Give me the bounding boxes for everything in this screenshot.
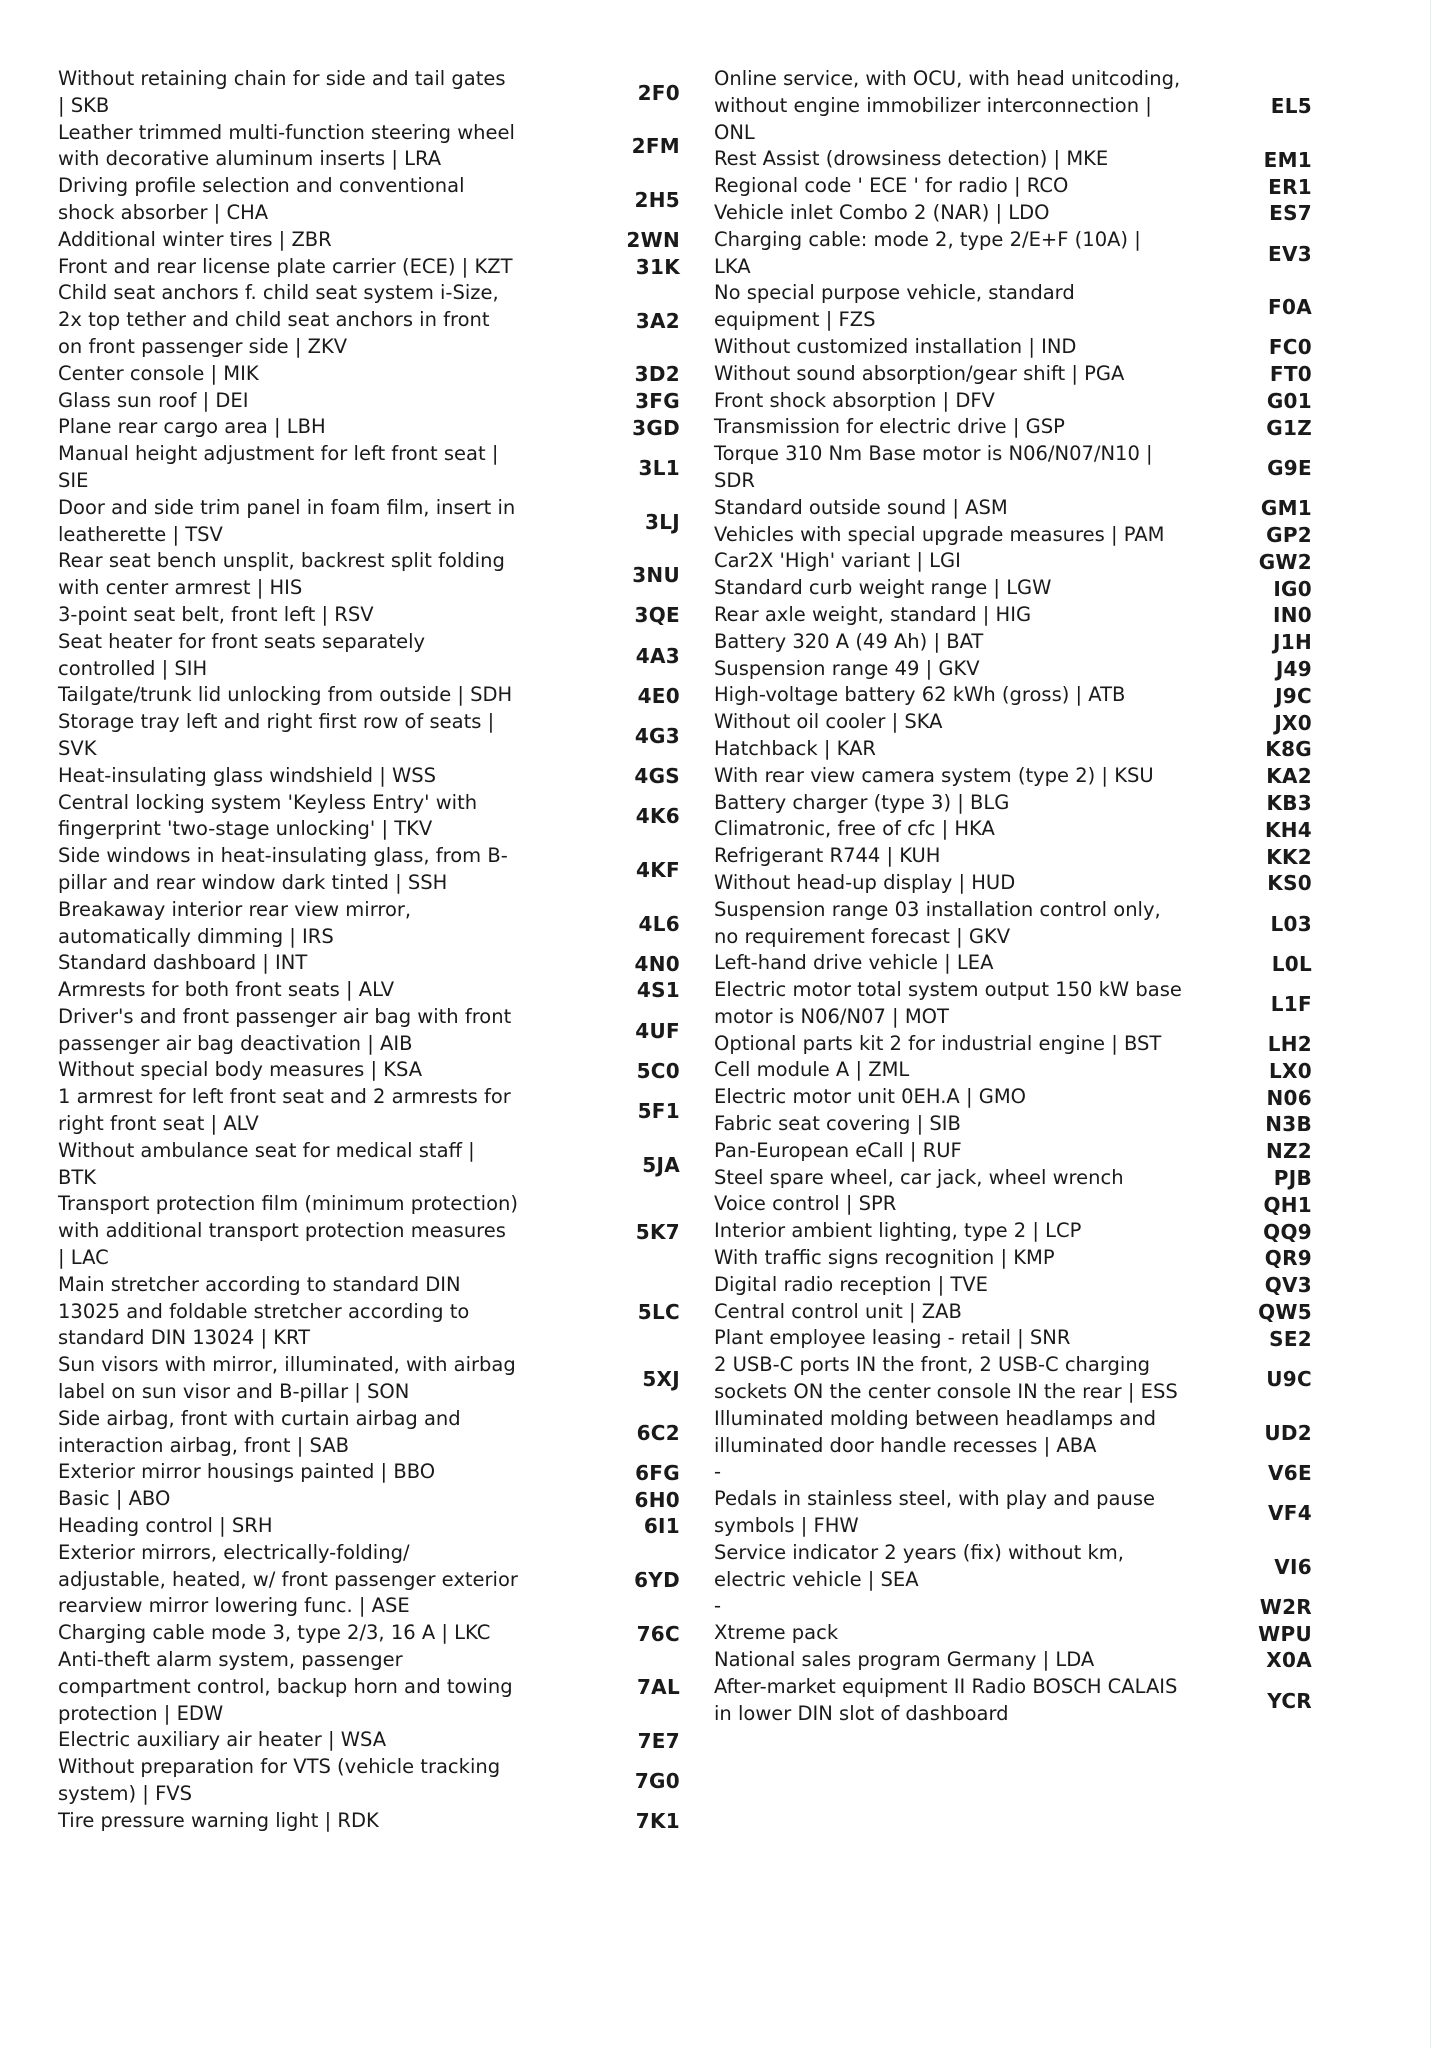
option-description: Standard dashboard | INT <box>58 951 308 975</box>
option-description: Storage tray left and right first row of seats | SVK <box>58 710 495 760</box>
option-row <box>58 1808 698 1835</box>
option-code: ES7 <box>1269 201 1312 226</box>
option-description: - <box>714 1460 722 1484</box>
option-code: 5LC <box>637 1300 680 1325</box>
option-description: Pedals in stainless steel, with play and pause symbols | FHW <box>714 1487 1155 1538</box>
option-row <box>714 334 1354 361</box>
option-row <box>58 254 698 281</box>
option-code: KK2 <box>1266 844 1312 869</box>
option-row <box>58 414 698 441</box>
option-row <box>714 1165 1354 1192</box>
option-row <box>714 1031 1354 1058</box>
option-code: 2WN <box>626 228 680 253</box>
option-description: Manual height adjustment for left front seat | SIE <box>58 442 499 492</box>
option-code: N06 <box>1266 1085 1312 1110</box>
option-code: NZ2 <box>1265 1139 1312 1164</box>
option-description: Xtreme pack <box>714 1621 839 1645</box>
option-description: Optional parts kit 2 for industrial engine | BST <box>714 1031 1162 1055</box>
option-code: N3B <box>1265 1112 1312 1137</box>
option-row <box>714 1620 1354 1647</box>
option-row <box>714 1406 1354 1460</box>
option-description: High-voltage battery 62 kWh (gross) | ATB <box>714 683 1126 707</box>
option-row <box>714 763 1354 790</box>
option-code: L03 <box>1270 911 1312 936</box>
option-description: 3-point seat belt, front left | RSV <box>58 602 374 626</box>
option-row <box>58 1272 698 1352</box>
option-description: Interior ambient lighting, type 2 | LCP <box>714 1219 1082 1243</box>
option-row <box>714 1593 1354 1620</box>
option-description: Additional winter tires | ZBR <box>58 227 332 251</box>
option-row <box>714 843 1354 870</box>
option-code: 76C <box>636 1621 680 1646</box>
option-description: Armrests for both front seats | ALV <box>58 978 395 1002</box>
option-code: QV3 <box>1264 1273 1312 1298</box>
option-description: Sun visors with mirror, illuminated, with airbag label on sun visor and B-pillar | SON <box>58 1353 516 1404</box>
option-code: 4K6 <box>635 804 680 829</box>
option-description: Basic | ABO <box>58 1487 171 1511</box>
option-row <box>58 495 698 549</box>
option-row <box>58 1057 698 1084</box>
option-description: Transport protection film (minimum protection) with additional transport protection measures | LAC <box>58 1192 518 1270</box>
option-description: Without customized installation | IND <box>714 334 1077 358</box>
option-code: 3QE <box>634 603 680 628</box>
option-code: 6YD <box>634 1568 680 1593</box>
option-code: QR9 <box>1264 1246 1312 1271</box>
option-code: 4N0 <box>634 951 680 976</box>
option-code: GM1 <box>1260 496 1312 521</box>
option-code: 7G0 <box>634 1769 680 1793</box>
option-row <box>58 548 698 602</box>
option-description: Without sound absorption/gear shift | PGA <box>714 361 1125 385</box>
option-row <box>714 790 1354 817</box>
option-description: Without retaining chain for side and tail gates | SKB <box>58 67 506 117</box>
option-code: KA2 <box>1266 764 1312 789</box>
option-description: Without head-up display | HUD <box>714 870 1016 894</box>
option-row <box>58 66 698 120</box>
option-code: 3FG <box>635 388 680 413</box>
option-description: Without oil cooler | SKA <box>714 710 943 734</box>
option-code: 5XJ <box>642 1367 680 1392</box>
option-description: Cell module A | ZML <box>714 1058 910 1082</box>
option-description: Climatronic, free of cfc | HKA <box>714 817 995 841</box>
option-code: FT0 <box>1269 362 1312 387</box>
option-code: 2F0 <box>637 80 680 105</box>
option-code: YCR <box>1267 1688 1312 1713</box>
option-row <box>714 66 1354 146</box>
option-code: U9C <box>1266 1367 1312 1392</box>
option-code: LH2 <box>1267 1032 1312 1057</box>
option-description: Central locking system 'Keyless Entry' with fingerprint 'two-stage unlocking' | TKV <box>58 790 478 841</box>
option-code: 6I1 <box>643 1514 680 1539</box>
option-description: Electric motor unit 0EH.A | GMO <box>714 1085 1026 1109</box>
option-row <box>714 629 1354 656</box>
option-code: 3LJ <box>644 509 680 534</box>
option-row <box>714 414 1354 441</box>
option-description: Service indicator 2 years (fix) without km, electric vehicle | SEA <box>714 1540 1124 1591</box>
option-row <box>714 1218 1354 1245</box>
option-code: 3NU <box>632 563 680 588</box>
option-row <box>714 816 1354 843</box>
option-code: J9C <box>1275 683 1312 708</box>
option-code: VI6 <box>1274 1554 1312 1579</box>
option-description: Regional code ' ECE ' for radio | RCO <box>714 174 1069 198</box>
option-row <box>58 1352 698 1406</box>
option-description: Hatchback | KAR <box>714 736 876 760</box>
option-row <box>714 870 1354 897</box>
option-row <box>58 682 698 709</box>
option-code: 4S1 <box>636 978 680 1003</box>
option-description: Front and rear license plate carrier (ECE) | KZT <box>58 254 513 278</box>
option-code: 5K7 <box>635 1219 680 1244</box>
option-code: 2H5 <box>634 187 680 212</box>
option-description: Transmission for electric drive | GSP <box>714 415 1065 439</box>
option-description: With traffic signs recognition | KMP <box>714 1246 1055 1270</box>
option-row <box>714 1486 1354 1540</box>
option-row <box>58 1004 698 1058</box>
option-description: With rear view camera system (type 2) | KSU <box>714 763 1154 787</box>
option-row <box>58 897 698 951</box>
option-description: Fabric seat covering | SIB <box>714 1112 961 1136</box>
option-row <box>714 1245 1354 1272</box>
option-row <box>714 495 1354 522</box>
option-row <box>58 1191 698 1271</box>
option-row <box>714 1647 1354 1674</box>
option-description: Exterior mirror housings painted | BBO <box>58 1460 436 1484</box>
option-row <box>714 1272 1354 1299</box>
option-code: 31K <box>635 254 680 279</box>
option-code: 4G3 <box>634 723 680 748</box>
option-row <box>58 388 698 415</box>
option-row <box>714 1325 1354 1352</box>
option-code: FC0 <box>1268 335 1312 360</box>
option-description: Rear seat bench unsplit, backrest split folding with center armrest | HIS <box>58 549 505 600</box>
option-code: J49 <box>1275 656 1312 681</box>
option-description: Refrigerant R744 | KUH <box>714 844 941 868</box>
option-description: Heat-insulating glass windshield | WSS <box>58 763 437 787</box>
option-row <box>714 1057 1354 1084</box>
option-description: Front shock absorption | DFV <box>714 388 995 412</box>
option-row <box>58 120 698 174</box>
option-description: Vehicle inlet Combo 2 (NAR) | LDO <box>714 200 1050 224</box>
option-description: Seat heater for front seats separately controlled | SIH <box>58 629 426 680</box>
option-code: WPU <box>1258 1621 1312 1646</box>
option-row <box>714 1352 1354 1406</box>
option-code: SE2 <box>1269 1326 1312 1351</box>
option-row <box>714 146 1354 173</box>
option-code: 6FG <box>635 1460 680 1485</box>
option-code: 4GS <box>634 764 680 789</box>
option-code: 5F1 <box>637 1099 680 1124</box>
option-row <box>58 1138 698 1192</box>
option-row <box>58 1513 698 1540</box>
option-description: Without ambulance seat for medical staff | BTK <box>58 1138 475 1189</box>
option-row <box>714 1540 1354 1594</box>
option-row <box>714 575 1354 602</box>
option-code: 4UF <box>635 1018 680 1043</box>
option-row <box>714 977 1354 1031</box>
option-description: Plant employee leasing - retail | SNR <box>714 1326 1071 1350</box>
option-code: VF4 <box>1268 1501 1312 1526</box>
option-description: Car2X 'High' variant | LGI <box>714 549 961 573</box>
option-code: L1F <box>1270 991 1312 1016</box>
option-description: Door and side trim panel in foam film, insert in leatherette | TSV <box>58 495 516 546</box>
option-row <box>58 950 698 977</box>
option-code: 3L1 <box>638 455 680 480</box>
option-description: Suspension range 49 | GKV <box>714 656 980 680</box>
option-row <box>714 736 1354 763</box>
option-description: Pan-European eCall | RUF <box>714 1138 962 1162</box>
option-description: Leather trimmed multi-function steering wheel with decorative aluminum inserts | LRA <box>58 120 515 171</box>
option-row <box>714 1674 1354 1728</box>
option-description: Charging cable: mode 2, type 2/E+F (10A) | LKA <box>714 227 1141 278</box>
option-code: QW5 <box>1258 1300 1312 1325</box>
option-code: 4L6 <box>638 911 680 936</box>
option-description: Side airbag, front with curtain airbag and interaction airbag, front | SAB <box>58 1406 461 1457</box>
option-code: W2R <box>1259 1594 1312 1619</box>
option-row <box>58 763 698 790</box>
option-row <box>714 602 1354 629</box>
option-description: No special purpose vehicle, standard equipment | FZS <box>714 281 1075 332</box>
option-description: 1 armrest for left front seat and 2 armrests for right front seat | ALV <box>58 1085 511 1136</box>
option-row <box>714 950 1354 977</box>
option-code: ER1 <box>1268 174 1312 199</box>
option-row <box>714 200 1354 227</box>
option-code: EV3 <box>1268 241 1312 266</box>
option-description: Electric auxiliary air heater | WSA <box>58 1728 387 1752</box>
option-description: Exterior mirrors, electrically-folding/ adjustable, heated, w/ front passenger exterior rearview mirror lowering func. | ASE <box>58 1540 518 1618</box>
option-code: 3A2 <box>635 308 680 333</box>
option-description: Tailgate/trunk lid unlocking from outside | SDH <box>58 683 513 707</box>
option-code: PJB <box>1273 1166 1312 1191</box>
option-code: KH4 <box>1264 817 1312 842</box>
option-description: Main stretcher according to standard DIN 13025 and foldable stretcher according to standard DIN 13024 | KRT <box>58 1272 470 1350</box>
option-description: Driver's and front passenger air bag with front passenger air bag deactivation | AIB <box>58 1004 512 1055</box>
option-description: Without special body measures | KSA <box>58 1058 423 1082</box>
option-description: Side windows in heat-insulating glass, from B-pillar and rear window dark tinted | SSH <box>58 844 508 894</box>
option-description: Battery 320 A (49 Ah) | BAT <box>714 629 984 653</box>
option-row <box>58 1647 698 1727</box>
option-row <box>714 1084 1354 1111</box>
right-column <box>714 66 1354 1727</box>
option-code: 4A3 <box>635 643 680 668</box>
option-code: IN0 <box>1273 603 1312 628</box>
option-description: After-market equipment II Radio BOSCH CALAIS in lower DIN slot of dashboard <box>714 1674 1178 1725</box>
option-code: K8G <box>1265 737 1312 762</box>
option-row <box>714 656 1354 683</box>
option-row <box>714 361 1354 388</box>
option-code: QH1 <box>1263 1192 1312 1217</box>
option-code: F0A <box>1268 295 1312 320</box>
option-description: Electric motor total system output 150 kW base motor is N06/N07 | MOT <box>714 978 1182 1028</box>
option-code: UD2 <box>1264 1420 1312 1445</box>
option-row <box>714 441 1354 495</box>
option-code: X0A <box>1266 1648 1312 1673</box>
option-code: G1Z <box>1266 415 1312 440</box>
option-code: G01 <box>1266 388 1312 413</box>
option-row <box>58 1459 698 1486</box>
option-row <box>714 280 1354 334</box>
option-code: 2FM <box>631 134 680 159</box>
scan-edge-line <box>1430 0 1431 2048</box>
left-column <box>58 66 698 1835</box>
option-description: Without preparation for VTS (vehicle tracking system) | FVS <box>58 1755 501 1805</box>
option-description: Tire pressure warning light | RDK <box>58 1808 379 1832</box>
option-row <box>714 227 1354 281</box>
option-row <box>714 1191 1354 1218</box>
option-row <box>714 709 1354 736</box>
option-row <box>714 522 1354 549</box>
option-row <box>714 897 1354 951</box>
option-code: IG0 <box>1273 576 1312 601</box>
option-description: 2 USB-C ports IN the front, 2 USB-C charging sockets ON the center console IN the rear | ESS <box>714 1353 1178 1404</box>
option-description: Rear axle weight, standard | HIG <box>714 602 1032 626</box>
option-code: 5C0 <box>636 1058 680 1083</box>
option-description: Online service, with OCU, with head unitcoding, without engine immobilizer interconnection | ONL <box>714 67 1181 144</box>
option-description: Voice control | SPR <box>714 1192 897 1216</box>
option-description: Rest Assist (drowsiness detection) | MKE <box>714 147 1109 171</box>
option-code: G9E <box>1267 455 1312 480</box>
option-description: Central control unit | ZAB <box>714 1299 962 1323</box>
option-row <box>58 173 698 227</box>
option-row <box>58 280 698 360</box>
option-description: Standard curb weight range | LGW <box>714 576 1052 600</box>
option-row <box>714 1459 1354 1486</box>
option-row <box>58 361 698 388</box>
option-code: 7AL <box>636 1675 680 1700</box>
option-row <box>58 602 698 629</box>
option-code: V6E <box>1268 1460 1312 1485</box>
option-description: Child seat anchors f. child seat system i-Size, 2x top tether and child seat anchors in front on front passenger side | ZKV <box>58 281 499 358</box>
option-code: QQ9 <box>1263 1219 1312 1244</box>
option-description: Suspension range 03 installation control only, no requirement forecast | GKV <box>714 897 1161 948</box>
option-row <box>58 790 698 844</box>
option-row <box>58 1540 698 1620</box>
option-row <box>58 843 698 897</box>
option-description: Plane rear cargo area | LBH <box>58 415 326 439</box>
option-code: JX0 <box>1274 710 1312 735</box>
option-description: Vehicles with special upgrade measures | PAM <box>714 522 1165 546</box>
option-code: KS0 <box>1267 871 1312 896</box>
option-code: KB3 <box>1266 790 1312 815</box>
option-code: 5JA <box>642 1152 680 1177</box>
option-code: EL5 <box>1270 94 1312 119</box>
option-code: 3D2 <box>634 362 680 387</box>
option-row <box>58 441 698 495</box>
option-row <box>714 173 1354 200</box>
option-row <box>58 1406 698 1460</box>
option-description: Anti-theft alarm system, passenger compartment control, backup horn and towing protection | EDW <box>58 1648 513 1725</box>
option-row <box>714 1111 1354 1138</box>
option-row <box>58 227 698 254</box>
option-description: Heading control | SRH <box>58 1514 273 1538</box>
option-row <box>58 1084 698 1138</box>
option-row <box>58 977 698 1004</box>
option-row <box>58 1486 698 1513</box>
option-code: EM1 <box>1263 147 1312 172</box>
option-row <box>58 1754 698 1808</box>
option-code: 6C2 <box>636 1420 680 1445</box>
option-description: Digital radio reception | TVE <box>714 1272 988 1296</box>
option-row <box>714 548 1354 575</box>
option-code: L0L <box>1271 951 1312 976</box>
option-row <box>714 682 1354 709</box>
option-description: Glass sun roof | DEI <box>58 388 249 412</box>
option-description: National sales program Germany | LDA <box>714 1648 1095 1672</box>
option-row <box>58 1727 698 1754</box>
option-description: Illuminated molding between headlamps and illuminated door handle recesses | ABA <box>714 1406 1156 1457</box>
option-description: Left-hand drive vehicle | LEA <box>714 951 994 975</box>
option-description: - <box>714 1594 722 1618</box>
option-description: Charging cable mode 3, type 2/3, 16 A | LKC <box>58 1621 491 1645</box>
option-code: GW2 <box>1258 549 1312 574</box>
option-row <box>714 1299 1354 1326</box>
option-code: 4KF <box>636 857 680 882</box>
option-description: Driving profile selection and conventional shock absorber | CHA <box>58 174 465 224</box>
option-row <box>714 388 1354 415</box>
option-code: 7E7 <box>637 1728 680 1753</box>
option-row <box>714 1138 1354 1165</box>
option-description: Battery charger (type 3) | BLG <box>714 790 1010 814</box>
option-row <box>58 629 698 683</box>
option-description: Breakaway interior rear view mirror, automatically dimming | IRS <box>58 897 412 948</box>
option-description: Torque 310 Nm Base motor is N06/N07/N10 | SDR <box>714 442 1153 492</box>
option-code: LX0 <box>1269 1058 1312 1083</box>
option-description: Center console | MIK <box>58 361 259 385</box>
option-code: GP2 <box>1266 522 1312 547</box>
option-description: Standard outside sound | ASM <box>714 495 1008 519</box>
option-code: 6H0 <box>634 1487 680 1512</box>
option-description: Steel spare wheel, car jack, wheel wrench <box>714 1165 1124 1189</box>
option-code: 4E0 <box>637 683 680 708</box>
option-row <box>58 709 698 763</box>
option-row <box>58 1620 698 1647</box>
option-code: 3GD <box>632 415 680 440</box>
option-code: 7K1 <box>635 1809 680 1834</box>
option-code: J1H <box>1273 630 1312 655</box>
